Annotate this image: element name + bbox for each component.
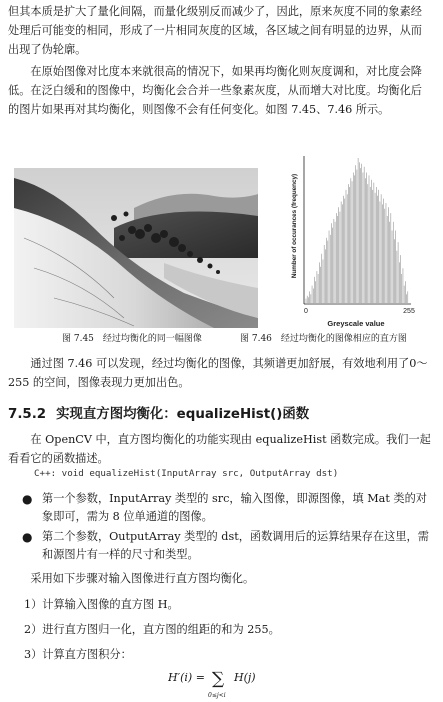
bullet-text: 第二个参数，OutputArray 类型的 dst，函数调用后的运算结果存在这里，需和源图片有一样的尺寸和类型。 <box>42 530 429 561</box>
bullet-dot-icon: ● <box>22 530 33 544</box>
bullet-item-2 <box>22 528 432 564</box>
histogram-tick-label: 0 <box>304 308 308 315</box>
equalized-landscape-photo <box>14 168 258 328</box>
section-heading <box>8 405 309 425</box>
formula-term: H(j) <box>234 671 256 684</box>
paragraph-4: 在 OpenCV 中，直方图均衡化的功能实现由 equalizeHist 函数完成。我们一起看看它的函数描述。 <box>8 433 431 465</box>
formula-lhs: H′(i) = <box>168 671 205 684</box>
figure-7-45-caption: 图 7.45 经过均衡化的同一幅图像 <box>62 334 202 344</box>
paragraph-2: 在原始图像对比度本来就很高的情况下，如果再均衡化则灰度调和，对比度会降低。在泛白缓和的图像中，均衡化会合并一些象素灰度，从而增大对比度。均衡化后的图片如果再对其均衡化，则图像不会有任何变化。如图 7.45、7.46 所示。 <box>8 65 422 116</box>
step-2: 2）进行直方图归一化，直方图的组距的和为 255。 <box>24 623 280 636</box>
figure-7-46-caption: 图 7.46 经过均衡化的图像相应的直方图 <box>240 334 407 344</box>
cumulative-histogram-formula <box>168 664 278 700</box>
function-signature: C++: void equalizeHist(InputArray src, OutputArray dst) <box>34 468 339 479</box>
histogram-y-axis-label: Number of occurances (frequency) <box>291 173 298 279</box>
equalized-histogram-chart <box>286 146 426 330</box>
paragraph-1: 但其本质是扩大了量化间隔，而量化级别反而减少了，因此，原来灰度不同的象素经处理后可能变的相同，形成了一片相同灰度的区域，各区域之间有明显的边界，从而出现了伪轮廓。 <box>8 5 422 56</box>
histogram-bars <box>306 158 408 303</box>
histogram-x-axis-label: Greyscale value <box>327 319 385 328</box>
step-3: 3）计算直方图积分： <box>24 648 132 661</box>
bullet-item-1 <box>22 490 432 526</box>
bullet-text: 第一个参数，InputArray 类型的 src，输入图像，即源图像，填 Mat 类的对象即可，需为 8 位单通道的图像。 <box>42 492 427 523</box>
paragraph-3: 通过图 7.46 可以发现，经过均衡化的图像，其频谱更加舒展，有效地利用了0～255 的空间，图像表现力更加出色。 <box>8 357 428 389</box>
section-title: 实现直方图均衡化：equalizeHist()函数 <box>56 407 310 422</box>
paragraph-5: 采用如下步骤对输入图像进行直方图均衡化。 <box>30 572 255 585</box>
histogram-ticks <box>304 308 415 315</box>
histogram-tick-label: 255 <box>403 308 415 315</box>
step-1: 1）计算输入图像的直方图 H。 <box>24 598 179 611</box>
section-number: 7.5.2 <box>8 407 47 422</box>
formula-sum-subscript: 0≤j<i <box>208 692 226 699</box>
bullet-dot-icon: ● <box>22 492 33 506</box>
formula-sum-symbol: ∑ <box>212 669 225 689</box>
